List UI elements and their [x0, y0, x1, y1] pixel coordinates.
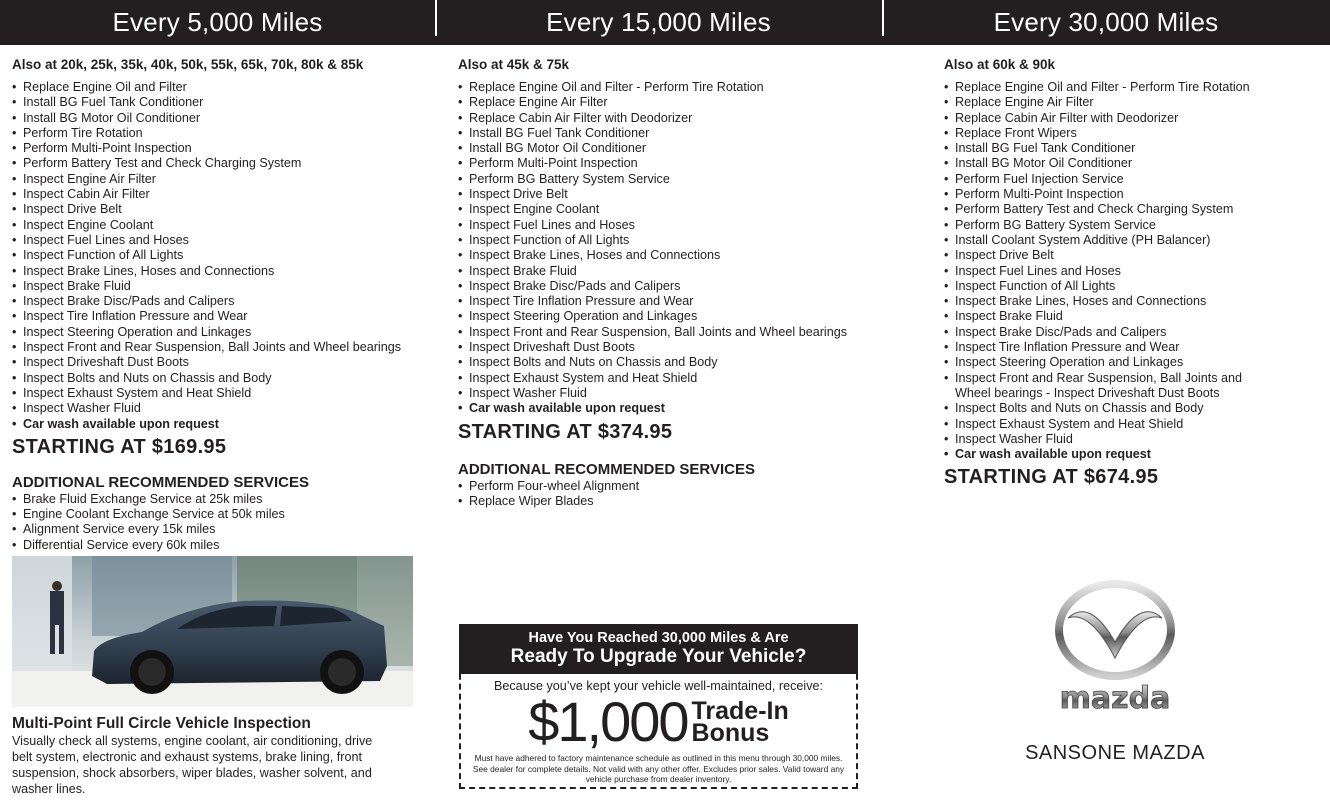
column-30000-miles — [944, 56, 1324, 490]
service-item: • Inspect Fuel Lines and Hoses — [12, 233, 432, 248]
service-item: • Inspect Brake Disc/Pads and Calipers — [12, 294, 432, 309]
service-item: • Perform Fuel Injection Service — [944, 172, 1324, 187]
service-item: • Inspect Function of All Lights — [944, 279, 1324, 294]
mazda-logo — [1040, 580, 1190, 720]
service-item: • Replace Engine Oil and Filter — [12, 80, 432, 95]
service-item: • Inspect Function of All Lights — [458, 233, 878, 248]
service-item: • Inspect Exhaust System and Heat Shield — [12, 386, 432, 401]
service-list — [458, 80, 878, 417]
service-item: • Inspect Front and Rear Suspension, Ball Joints and Wheel bearings — [458, 325, 878, 340]
header-band — [0, 0, 1330, 45]
service-item: • Inspect Bolts and Nuts on Chassis and Body — [944, 401, 1324, 416]
service-item: • Inspect Engine Coolant — [458, 202, 878, 217]
service-item: • Inspect Driveshaft Dust Boots — [458, 340, 878, 355]
service-item: • Inspect Tire Inflation Pressure and Wear — [944, 340, 1324, 355]
service-item: • Inspect Function of All Lights — [12, 248, 432, 263]
mazda-emblem-icon — [1040, 580, 1190, 715]
trade-in-coupon — [459, 624, 858, 789]
service-item: • Replace Engine Air Filter — [458, 95, 878, 110]
svg-text:mazda: mazda — [1059, 681, 1171, 715]
service-item: • Install BG Motor Oil Conditioner — [944, 156, 1324, 171]
also-at-label: Also at 20k, 25k, 35k, 40k, 50k, 55k, 65k, 70k, 80k & 85k — [12, 57, 364, 72]
service-item: • Engine Coolant Exchange Service at 50k miles — [12, 507, 432, 522]
service-item: • Perform BG Battery System Service — [944, 218, 1324, 233]
service-item: • Inspect Driveshaft Dust Boots — [12, 355, 432, 370]
inspection-title: Multi-Point Full Circle Vehicle Inspection — [12, 715, 311, 732]
service-item: • Install BG Motor Oil Conditioner — [12, 111, 432, 126]
service-item: • Perform Battery Test and Check Charging System — [12, 156, 432, 171]
column-5000-miles — [12, 56, 432, 553]
service-item: • Replace Front Wipers — [944, 126, 1324, 141]
service-item: • Inspect Drive Belt — [944, 248, 1324, 263]
starting-price: STARTING AT $374.95 — [458, 420, 673, 443]
header-divider — [435, 0, 437, 36]
coupon-subtext: Because you’ve kept your vehicle well-maintained, receive: — [493, 679, 823, 693]
service-item: • Inspect Brake Lines, Hoses and Connections — [12, 264, 432, 279]
column-15000-miles — [458, 56, 878, 509]
service-item: • Inspect Engine Air Filter — [12, 172, 432, 187]
header-title: Every 5,000 Miles — [112, 7, 323, 37]
service-item: • Perform Multi-Point Inspection — [458, 156, 878, 171]
service-item: • Inspect Washer Fluid — [944, 432, 1324, 447]
coupon-heading — [459, 624, 858, 674]
header-divider — [882, 0, 884, 36]
service-item: • Install Coolant System Additive (PH Balancer) — [944, 233, 1324, 248]
service-item: • Inspect Brake Disc/Pads and Calipers — [458, 279, 878, 294]
car-image-icon — [12, 556, 413, 707]
service-item: • Inspect Tire Inflation Pressure and Wear — [458, 294, 878, 309]
service-item: • Replace Wiper Blades — [458, 494, 878, 509]
service-item: • Replace Engine Oil and Filter - Perform Tire Rotation — [458, 80, 878, 95]
service-item: • Replace Engine Air Filter — [944, 95, 1324, 110]
service-item: • Inspect Fuel Lines and Hoses — [944, 264, 1324, 279]
service-item: • Inspect Brake Fluid — [12, 279, 432, 294]
service-item: • Perform Battery Test and Check Charging System — [944, 202, 1324, 217]
coupon-heading-line1: Have You Reached 30,000 Miles & Are — [528, 630, 789, 646]
starting-price: STARTING AT $674.95 — [944, 466, 1159, 489]
service-item: • Replace Cabin Air Filter with Deodorizer — [944, 111, 1324, 126]
service-item: • Alignment Service every 15k miles — [12, 522, 432, 537]
header-every-15000 — [435, 0, 882, 45]
service-item: • Inspect Cabin Air Filter — [12, 187, 432, 202]
service-item: • Inspect Tire Inflation Pressure and Wear — [12, 309, 432, 324]
service-item: • Inspect Drive Belt — [12, 202, 432, 217]
coupon-amount: $1,000 — [528, 690, 688, 753]
service-item: • Perform Four-wheel Alignment — [458, 479, 878, 494]
service-item: • Car wash available upon request — [458, 401, 878, 416]
inspection-body: Visually check all systems, engine coolant, air conditioning, drive belt system, electronic and exhaust systems, brake lining, front suspension, shock absorbers, wiper blades, washer solvent, and washer lines. — [12, 734, 373, 796]
inspection-section — [12, 714, 432, 797]
service-item: • Inspect Front and Rear Suspension, Ball Joints and Wheel bearings — [12, 340, 432, 355]
service-item: • Brake Fluid Exchange Service at 25k miles — [12, 492, 432, 507]
service-item: • Inspect Washer Fluid — [458, 386, 878, 401]
also-at-label: Also at 45k & 75k — [458, 57, 570, 72]
dealer-name: SANSONE MAZDA — [1025, 742, 1205, 764]
header-every-30000 — [882, 0, 1330, 45]
service-item: • Inspect Front and Rear Suspension, Ball Joints and Wheel bearings - Inspect Driveshaft Dust Boots — [944, 371, 1264, 402]
service-item: • Install BG Fuel Tank Conditioner — [458, 126, 878, 141]
header-title: Every 15,000 Miles — [546, 7, 771, 37]
coupon-fine-print: Must have adhered to factory maintenance schedule as outlined in this menu through 30,000 miles. See dealer for complete details. Not valid with any other offer. Excludes prior sales. Valid toward any vehicle purchase from dealer inventory. — [472, 753, 845, 784]
header-every-5000 — [0, 0, 435, 45]
additional-services-title: ADDITIONAL RECOMMENDED SERVICES — [458, 460, 755, 478]
service-item: • Inspect Bolts and Nuts on Chassis and Body — [12, 371, 432, 386]
coupon-label-line1: Trade-In — [691, 697, 789, 725]
also-at-label: Also at 60k & 90k — [944, 57, 1056, 72]
service-item: • Perform Multi-Point Inspection — [944, 187, 1324, 202]
service-item: • Inspect Washer Fluid — [12, 401, 432, 416]
service-list — [944, 80, 1324, 462]
service-item: • Perform Tire Rotation — [12, 126, 432, 141]
additional-services-list — [458, 479, 878, 510]
service-item: • Inspect Exhaust System and Heat Shield — [944, 417, 1324, 432]
coupon-heading-line2: Ready To Upgrade Your Vehicle? — [510, 646, 807, 667]
service-item: • Inspect Exhaust System and Heat Shield — [458, 371, 878, 386]
header-title: Every 30,000 Miles — [993, 7, 1219, 37]
service-item: • Inspect Steering Operation and Linkages — [12, 325, 432, 340]
service-item: • Inspect Bolts and Nuts on Chassis and Body — [458, 355, 878, 370]
service-item: • Inspect Steering Operation and Linkages — [944, 355, 1324, 370]
service-item: • Inspect Brake Lines, Hoses and Connections — [458, 248, 878, 263]
service-item: • Inspect Brake Lines, Hoses and Connections — [944, 294, 1324, 309]
starting-price: STARTING AT $169.95 — [12, 435, 227, 458]
coupon-amount-label — [691, 697, 789, 747]
service-item: • Inspect Brake Fluid — [458, 264, 878, 279]
service-item: • Perform Multi-Point Inspection — [12, 141, 432, 156]
service-item: • Install BG Fuel Tank Conditioner — [944, 141, 1324, 156]
service-item: • Inspect Brake Fluid — [944, 309, 1324, 324]
service-item: • Car wash available upon request — [944, 447, 1324, 462]
service-item: • Inspect Steering Operation and Linkages — [458, 309, 878, 324]
service-list — [12, 80, 432, 432]
service-item: • Differential Service every 60k miles — [12, 538, 432, 553]
service-item: • Inspect Drive Belt — [458, 187, 878, 202]
additional-services-title: ADDITIONAL RECOMMENDED SERVICES — [12, 473, 309, 491]
service-item: • Replace Cabin Air Filter with Deodorizer — [458, 111, 878, 126]
service-item: • Car wash available upon request — [12, 417, 432, 432]
service-item: • Inspect Brake Disc/Pads and Calipers — [944, 325, 1324, 340]
additional-services-list — [12, 492, 432, 553]
service-item: • Perform BG Battery System Service — [458, 172, 878, 187]
service-item: • Inspect Fuel Lines and Hoses — [458, 218, 878, 233]
car-photo — [12, 556, 413, 707]
service-item: • Install BG Fuel Tank Conditioner — [12, 95, 432, 110]
service-item: • Inspect Engine Coolant — [12, 218, 432, 233]
coupon-label-line2: Bonus — [691, 719, 770, 747]
coupon-amount-row — [461, 690, 856, 753]
service-item: • Install BG Motor Oil Conditioner — [458, 141, 878, 156]
service-item: • Replace Engine Oil and Filter - Perform Tire Rotation — [944, 80, 1324, 95]
